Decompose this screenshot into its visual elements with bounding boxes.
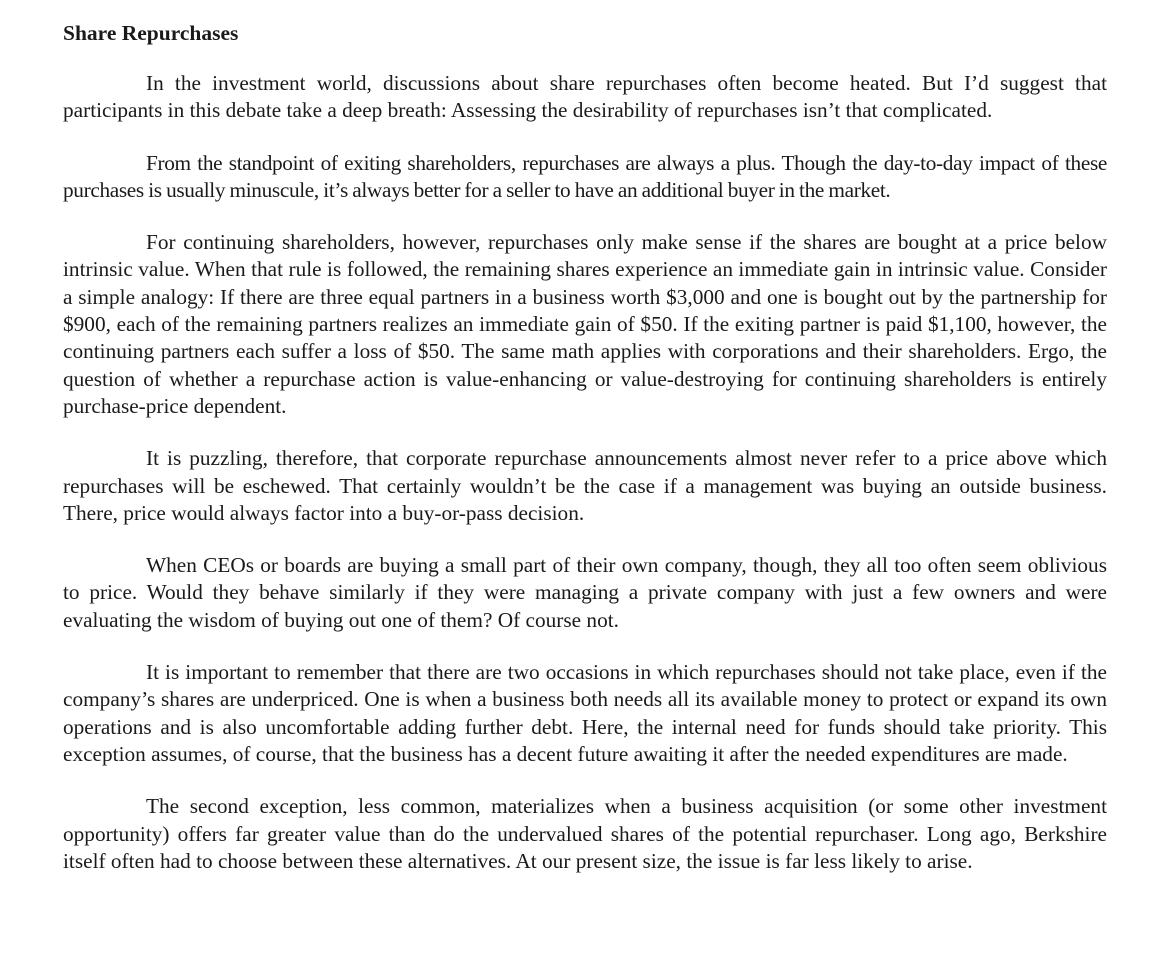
paragraph-3: For continuing shareholders, however, repurchases only make sense if the shares are bought at a price below intrinsic value. When that rule is followed, the remaining shares experience an immediate gain in intrinsic value. Consider a simple analogy: If there are three equal partners in a business worth $3,000 and one is bought out by the partnership for $900, each of the remaining partners realizes an immediate gain of $50. If the exiting partner is paid $1,100, however, the continuing partners each suffer a loss of $50. The same math applies with corporations and their shareholders. Ergo, the question of whether a repurchase action is value-enhancing or value-destroying for continuing shareholders is entirely purchase-price dependent. bbox=[63, 230, 1107, 418]
paragraph-1: In the investment world, discussions about share repurchases often become heated. But I’d suggest that participants in this debate take a deep breath: Assessing the desirability of repurchases isn’t that complicated. bbox=[63, 71, 1107, 123]
paragraph-2: From the standpoint of exiting shareholders, repurchases are always a plus. Though the day-to-day impact of these purchases is usually minuscule, it’s always better for a seller to have an additional buyer in the market. bbox=[63, 150, 1107, 202]
paragraph-7: The second exception, less common, materializes when a business acquisition (or some other investment opportunity) offers far greater value than do the undervalued shares of the potential repurchaser. Long ago, Berkshire itself often had to choose between these alternatives. At our present size, the issue is far less likely to arise. bbox=[63, 794, 1107, 873]
paragraph-4: It is puzzling, therefore, that corporate repurchase announcements almost never refer to a price above which repurchases will be eschewed. That certainly wouldn’t be the case if a management was buying an outside business. There, price would always factor into a buy-or-pass decision. bbox=[63, 446, 1107, 525]
paragraph-6: It is important to remember that there are two occasions in which repurchases should not take place, even if the company’s shares are underpriced. One is when a business both needs all its available money to protect or expand its own operations and is also uncomfortable adding further debt. Here, the internal need for funds should take priority. This exception assumes, of course, that the business has a decent future awaiting it after the needed expenditures are made. bbox=[63, 660, 1107, 766]
document-page bbox=[63, 18, 1107, 900]
paragraph-5: When CEOs or boards are buying a small part of their own company, though, they all too often seem oblivious to price. Would they behave similarly if they were managing a private company with just a few owners and were evaluating the wisdom of buying out one of them? Of course not. bbox=[63, 553, 1107, 632]
section-heading: Share Repurchases bbox=[63, 21, 239, 45]
